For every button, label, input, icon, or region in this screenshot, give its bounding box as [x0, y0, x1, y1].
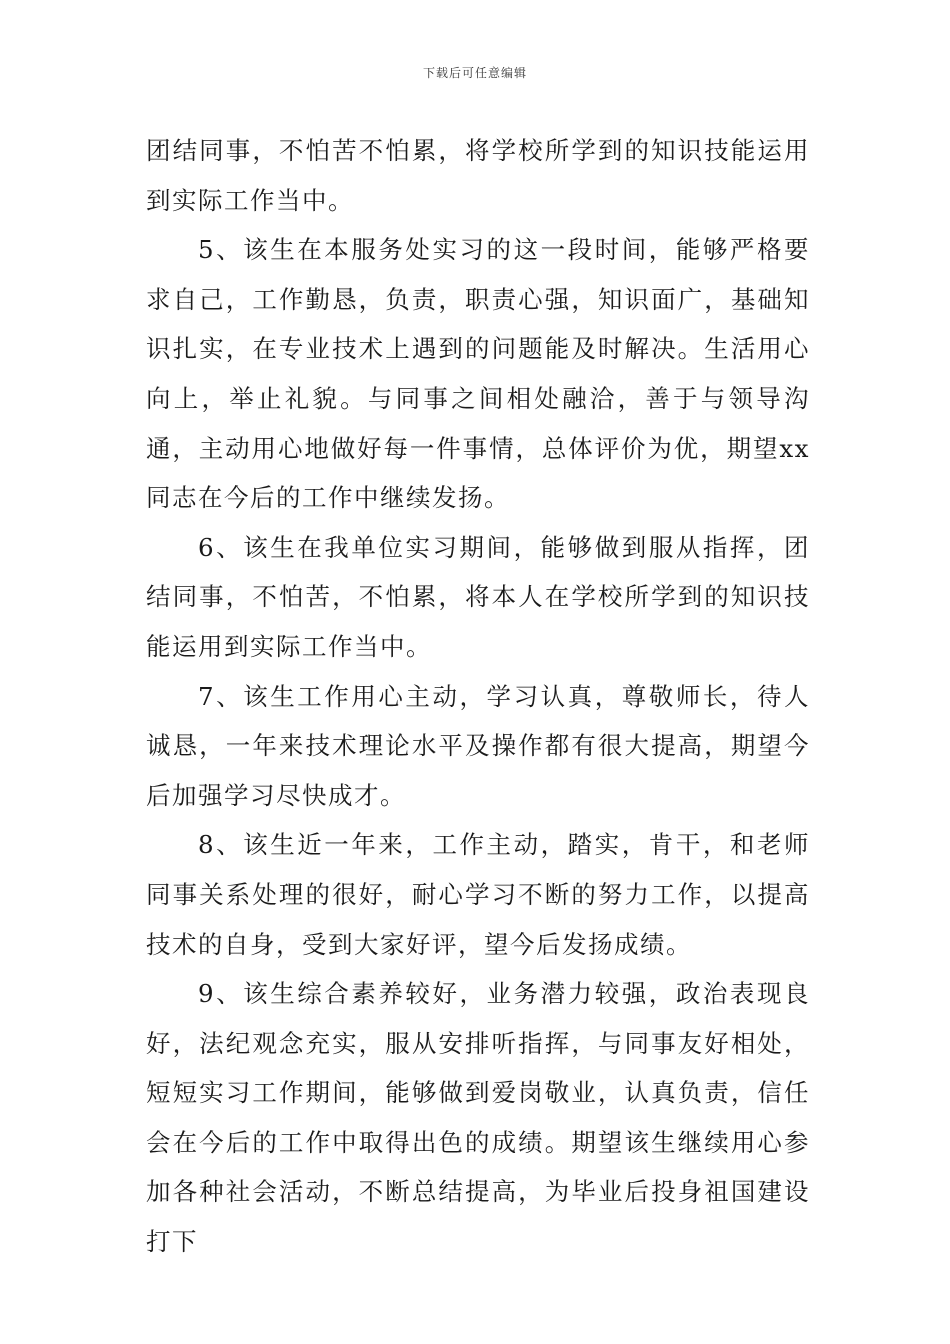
paragraph-item-5: 5、该生在本服务处实习的这一段时间，能够严格要求自己，工作勤恳，负责，职责心强，知识面广，基础知识扎实，在专业技术上遇到的问题能及时解决。生活用心向上，举止礼貌。与同事之间相处融洽，善于与领导沟通，主动用心地做好每一件事情，总体评价为优，期望xx同志在今后的工作中继续发扬。 [146, 235, 810, 513]
paragraph-item-8: 8、该生近一年来，工作主动，踏实，肯干，和老师同事关系处理的很好，耐心学习不断的努力工作，以提高技术的自身，受到大家好评，望今后发扬成绩。 [146, 830, 810, 959]
paragraph-continued: 团结同事，不怕苦不怕累，将学校所学到的知识技能运用到实际工作当中。 [146, 136, 810, 215]
paragraph-item-9: 9、该生综合素养较好，业务潜力较强，政治表现良好，法纪观念充实，服从安排听指挥，与同事友好相处，短短实习工作期间，能够做到爱岗敬业，认真负责，信任会在今后的工作中取得出色的成绩。期望该生继续用心参加各种社会活动，不断总结提高，为毕业后投身祖国建设打下 [146, 979, 810, 1257]
paragraph-item-7: 7、该生工作用心主动，学习认真，尊敬师长，待人诚恳，一年来技术理论水平及操作都有很大提高，期望今后加强学习尽快成才。 [146, 681, 810, 810]
document-body [146, 126, 810, 1267]
header-note: 下载后可任意编辑 [422, 66, 527, 80]
paragraph-item-6: 6、该生在我单位实习期间，能够做到服从指挥，团结同事，不怕苦，不怕累，将本人在学校所学到的知识技能运用到实际工作当中。 [146, 532, 810, 661]
